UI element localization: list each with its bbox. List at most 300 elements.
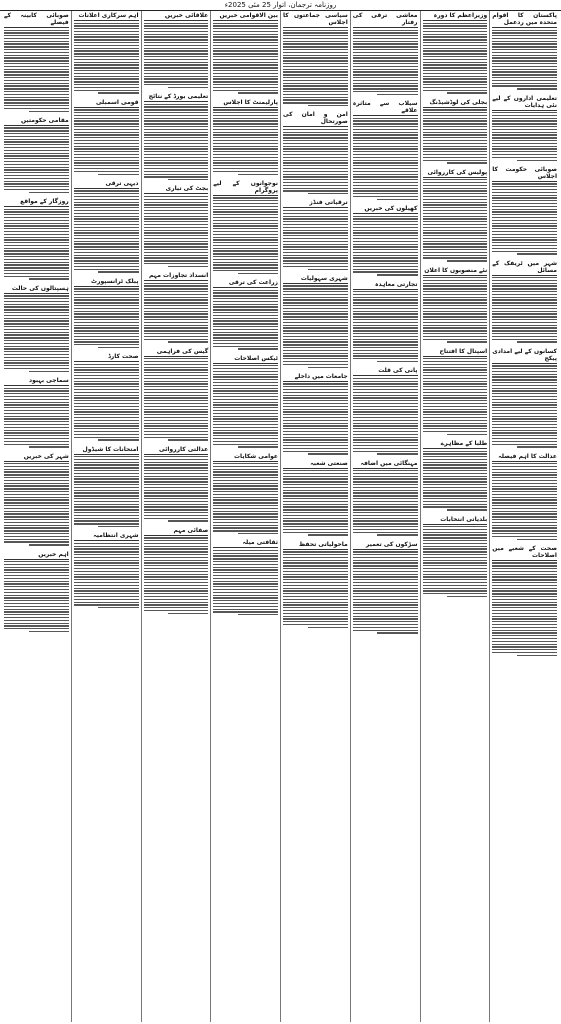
- text-line: [213, 399, 278, 400]
- text-line: [74, 590, 139, 591]
- text-line: [492, 427, 557, 428]
- text-line: [353, 126, 418, 127]
- text-line: [74, 562, 139, 563]
- text-line: [283, 129, 348, 130]
- text-line: [74, 456, 139, 457]
- text-line: [283, 46, 348, 47]
- text-line: [492, 641, 557, 642]
- text-line: [4, 167, 69, 168]
- text-line: [74, 39, 139, 40]
- text-line: [213, 340, 278, 341]
- story-body: [492, 463, 557, 540]
- text-line: [283, 484, 348, 485]
- text-line: [144, 464, 209, 465]
- text-line: [423, 537, 488, 538]
- news-column: [350, 11, 420, 1022]
- text-line: [4, 530, 69, 531]
- text-line: [492, 319, 557, 320]
- text-line: [213, 112, 278, 113]
- text-line: [423, 381, 488, 382]
- text-line: [353, 386, 418, 387]
- story-body: [144, 358, 209, 440]
- text-line: [4, 581, 69, 582]
- story-headline: تعلیمی اداروں کے لیے نئی ہدایات: [492, 94, 557, 109]
- text-line: [492, 574, 557, 575]
- text-line: [213, 225, 278, 226]
- text-line: [283, 235, 348, 236]
- text-line: [144, 560, 209, 561]
- text-line: [492, 200, 557, 201]
- story-body: [74, 543, 139, 609]
- text-line: [423, 31, 488, 32]
- text-line: [144, 319, 209, 320]
- text-line: [4, 432, 69, 433]
- text-line: [144, 59, 209, 60]
- text-line: [213, 197, 278, 198]
- text-line: [353, 168, 418, 169]
- text-line: [423, 462, 488, 463]
- text-line: [283, 41, 348, 42]
- text-line: [492, 374, 557, 375]
- text-line: [423, 428, 488, 429]
- news-story: [353, 366, 418, 454]
- text-line: [74, 171, 139, 172]
- text-line: [4, 502, 69, 503]
- text-line: [492, 277, 557, 278]
- text-line: [423, 375, 488, 376]
- text-line: [492, 228, 557, 229]
- text-line: [144, 423, 209, 424]
- text-line: [213, 561, 278, 562]
- text-line: [283, 143, 348, 144]
- text-line: [423, 470, 488, 471]
- text-line: [144, 118, 209, 119]
- text-line: [4, 471, 69, 472]
- story-headline: تجارتی معاہدہ: [353, 280, 418, 290]
- text-line: [283, 80, 348, 81]
- text-line: [353, 476, 418, 477]
- text-line: [213, 312, 278, 313]
- story-headline: شہری سہولیات: [283, 274, 348, 284]
- text-line: [492, 203, 557, 204]
- news-story: [353, 99, 418, 200]
- text-line: [213, 396, 278, 397]
- story-body: [213, 463, 278, 534]
- text-line: [423, 84, 488, 85]
- text-line: [74, 509, 139, 510]
- text-line: [213, 365, 278, 366]
- story-headline: بجٹ کی تیاری: [144, 184, 209, 194]
- text-line: [74, 126, 139, 127]
- text-line: [213, 171, 278, 172]
- text-line: [168, 266, 208, 267]
- text-line: [492, 424, 557, 425]
- text-line: [213, 416, 278, 417]
- text-line: [353, 347, 418, 348]
- text-line: [283, 160, 348, 161]
- text-line: [213, 132, 278, 133]
- text-line: [492, 499, 557, 500]
- text-line: [283, 171, 348, 172]
- text-line: [74, 143, 139, 144]
- text-line: [353, 252, 418, 253]
- text-line: [144, 104, 209, 105]
- text-line: [213, 259, 278, 260]
- text-line: [492, 120, 557, 121]
- text-line: [423, 252, 488, 253]
- text-line: [492, 55, 557, 56]
- text-line: [353, 344, 418, 345]
- news-story: [423, 11, 488, 94]
- text-line: [74, 434, 139, 435]
- text-line: [213, 466, 278, 467]
- text-line: [492, 607, 557, 608]
- text-line: [423, 154, 488, 155]
- text-line: [283, 495, 348, 496]
- text-line: [213, 337, 278, 338]
- text-line: [4, 388, 69, 389]
- text-line: [144, 81, 209, 82]
- text-line: [144, 462, 209, 463]
- text-line: [4, 223, 69, 224]
- text-line: [283, 185, 348, 186]
- text-line: [492, 57, 557, 58]
- text-line: [4, 63, 69, 64]
- text-line: [74, 87, 139, 88]
- text-line: [423, 358, 488, 359]
- text-line: [74, 238, 139, 239]
- text-line: [144, 246, 209, 247]
- text-line: [353, 143, 418, 144]
- news-story: [144, 271, 209, 343]
- text-line: [492, 472, 557, 473]
- text-line: [353, 35, 418, 36]
- text-line: [4, 360, 69, 361]
- text-line: [353, 313, 418, 314]
- story-body: [213, 365, 278, 447]
- text-line: [213, 519, 278, 520]
- text-line: [74, 428, 139, 429]
- text-line: [213, 589, 278, 590]
- text-line: [74, 420, 139, 421]
- story-body: [492, 562, 557, 656]
- text-line: [492, 438, 557, 439]
- text-line: [144, 243, 209, 244]
- text-line: [353, 41, 418, 42]
- text-line: [4, 390, 69, 391]
- text-line: [492, 604, 557, 605]
- text-line: [4, 181, 69, 182]
- text-line: [283, 562, 348, 563]
- text-line: [447, 162, 487, 163]
- text-line: [213, 31, 278, 32]
- text-line: [377, 274, 417, 275]
- text-line: [353, 420, 418, 421]
- text-line: [492, 474, 557, 475]
- text-line: [74, 64, 139, 65]
- text-line: [4, 57, 69, 58]
- text-line: [144, 151, 209, 152]
- text-line: [283, 526, 348, 527]
- text-line: [4, 60, 69, 61]
- story-headline: زراعت کی ترقی: [213, 278, 278, 288]
- text-line: [144, 294, 209, 295]
- text-line: [423, 62, 488, 63]
- text-line: [213, 262, 278, 263]
- news-column: [71, 11, 141, 1022]
- story-headline: شہر کی خبریں: [4, 452, 69, 462]
- text-line: [423, 336, 488, 337]
- text-line: [4, 320, 69, 321]
- text-line: [74, 484, 139, 485]
- text-line: [213, 217, 278, 218]
- text-line: [144, 316, 209, 317]
- text-line: [4, 597, 69, 598]
- text-line: [74, 464, 139, 465]
- text-line: [423, 64, 488, 65]
- text-line: [213, 483, 278, 484]
- text-line: [74, 162, 139, 163]
- text-line: [492, 333, 557, 334]
- text-line: [283, 492, 348, 493]
- text-line: [213, 36, 278, 37]
- text-line: [353, 532, 418, 533]
- text-line: [353, 512, 418, 513]
- story-body: [353, 30, 418, 96]
- text-line: [74, 568, 139, 569]
- text-line: [144, 235, 209, 236]
- text-line: [213, 441, 278, 442]
- text-line: [4, 334, 69, 335]
- text-line: [4, 183, 69, 184]
- text-line: [492, 624, 557, 625]
- story-body: [423, 358, 488, 435]
- text-line: [353, 193, 418, 194]
- text-line: [144, 509, 209, 510]
- news-story: [74, 531, 139, 608]
- text-line: [74, 372, 139, 373]
- text-line: [144, 339, 209, 340]
- text-line: [423, 23, 488, 24]
- text-line: [144, 302, 209, 303]
- text-line: [283, 520, 348, 521]
- text-line: [423, 221, 488, 222]
- text-line: [213, 242, 278, 243]
- text-line: [423, 59, 488, 60]
- text-line: [213, 371, 278, 372]
- text-line: [492, 497, 557, 498]
- text-line: [423, 34, 488, 35]
- text-line: [492, 305, 557, 306]
- text-line: [4, 567, 69, 568]
- text-line: [213, 583, 278, 584]
- text-line: [144, 571, 209, 572]
- text-line: [423, 188, 488, 189]
- text-line: [213, 346, 278, 347]
- text-line: [213, 444, 278, 445]
- text-line: [492, 491, 557, 492]
- text-line: [213, 522, 278, 523]
- story-headline: سیاسی جماعتوں کا اجلاس: [283, 12, 348, 26]
- text-line: [353, 568, 418, 569]
- text-line: [423, 151, 488, 152]
- text-line: [144, 411, 209, 412]
- text-line: [283, 613, 348, 614]
- text-line: [283, 389, 348, 390]
- news-story: [283, 274, 348, 368]
- text-line: [423, 235, 488, 236]
- text-line: [74, 319, 139, 320]
- text-line: [144, 495, 209, 496]
- text-line: [213, 245, 278, 246]
- text-line: [213, 435, 278, 436]
- text-line: [74, 90, 139, 91]
- text-line: [283, 216, 348, 217]
- text-line: [283, 43, 348, 44]
- text-line: [74, 599, 139, 600]
- text-line: [308, 453, 348, 454]
- text-line: [74, 543, 139, 544]
- text-line: [283, 428, 348, 429]
- text-line: [213, 382, 278, 383]
- text-line: [213, 84, 278, 85]
- story-headline: اہم سرکاری اعلانات: [74, 11, 139, 21]
- text-line: [74, 330, 139, 331]
- story-body: [4, 30, 69, 112]
- text-line: [4, 404, 69, 405]
- text-line: [283, 336, 348, 337]
- text-line: [283, 66, 348, 67]
- text-line: [4, 340, 69, 341]
- text-line: [492, 441, 557, 442]
- text-line: [213, 390, 278, 391]
- text-line: [353, 162, 418, 163]
- text-line: [4, 346, 69, 347]
- text-line: [492, 522, 557, 523]
- text-line: [144, 168, 209, 169]
- text-line: [4, 533, 69, 534]
- text-line: [144, 42, 209, 43]
- text-line: [423, 210, 488, 211]
- text-line: [213, 343, 278, 344]
- text-line: [492, 308, 557, 309]
- text-line: [144, 157, 209, 158]
- text-line: [492, 519, 557, 520]
- text-line: [423, 392, 488, 393]
- text-line: [423, 202, 488, 203]
- text-line: [353, 32, 418, 33]
- text-line: [144, 115, 209, 116]
- text-line: [423, 420, 488, 421]
- text-line: [283, 30, 348, 31]
- text-line: [353, 599, 418, 600]
- text-line: [283, 574, 348, 575]
- text-line: [213, 525, 278, 526]
- text-line: [353, 244, 418, 245]
- text-line: [74, 476, 139, 477]
- story-headline: پانی کی قلت: [353, 366, 418, 376]
- text-line: [144, 557, 209, 558]
- text-line: [492, 513, 557, 514]
- text-line: [423, 182, 488, 183]
- text-line: [144, 204, 209, 205]
- text-line: [4, 483, 69, 484]
- text-line: [492, 530, 557, 531]
- text-line: [144, 425, 209, 426]
- text-line: [4, 273, 69, 274]
- text-line: [144, 62, 209, 63]
- story-headline: سماجی بہبود: [4, 376, 69, 386]
- text-line: [423, 383, 488, 384]
- text-line: [283, 532, 348, 533]
- news-column: [489, 11, 559, 1022]
- story-headline: مقامی حکومتیں: [4, 116, 69, 126]
- text-line: [213, 214, 278, 215]
- text-line: [423, 557, 488, 558]
- text-line: [283, 32, 348, 33]
- text-line: [353, 325, 418, 326]
- text-line: [144, 506, 209, 507]
- text-line: [492, 330, 557, 331]
- text-line: [423, 123, 488, 124]
- text-line: [213, 421, 278, 422]
- text-line: [492, 52, 557, 53]
- text-line: [4, 242, 69, 243]
- news-story: [283, 459, 348, 536]
- story-body: [283, 129, 348, 195]
- text-line: [4, 575, 69, 576]
- text-line: [74, 42, 139, 43]
- news-story: [74, 179, 139, 273]
- text-line: [213, 162, 278, 163]
- text-line: [74, 31, 139, 32]
- text-line: [213, 28, 278, 29]
- text-line: [353, 590, 418, 591]
- text-line: [492, 579, 557, 580]
- text-line: [492, 588, 557, 589]
- text-line: [353, 506, 418, 507]
- text-line: [74, 495, 139, 496]
- text-line: [283, 501, 348, 502]
- text-line: [74, 137, 139, 138]
- text-line: [353, 132, 418, 133]
- text-line: [144, 73, 209, 74]
- text-line: [283, 299, 348, 300]
- text-line: [144, 498, 209, 499]
- text-line: [492, 237, 557, 238]
- text-line: [74, 512, 139, 513]
- text-line: [4, 38, 69, 39]
- text-line: [283, 244, 348, 245]
- text-line: [353, 333, 418, 334]
- text-line: [423, 487, 488, 488]
- text-line: [4, 295, 69, 296]
- text-line: [423, 70, 488, 71]
- text-line: [4, 175, 69, 176]
- story-headline: دیہی ترقی: [74, 179, 139, 189]
- text-line: [213, 53, 278, 54]
- text-line: [423, 81, 488, 82]
- text-line: [144, 160, 209, 161]
- text-line: [423, 504, 488, 505]
- text-line: [98, 271, 138, 272]
- text-line: [353, 445, 418, 446]
- text-line: [283, 263, 348, 264]
- text-line: [423, 451, 488, 452]
- text-line: [353, 339, 418, 340]
- text-line: [423, 129, 488, 130]
- text-line: [4, 231, 69, 232]
